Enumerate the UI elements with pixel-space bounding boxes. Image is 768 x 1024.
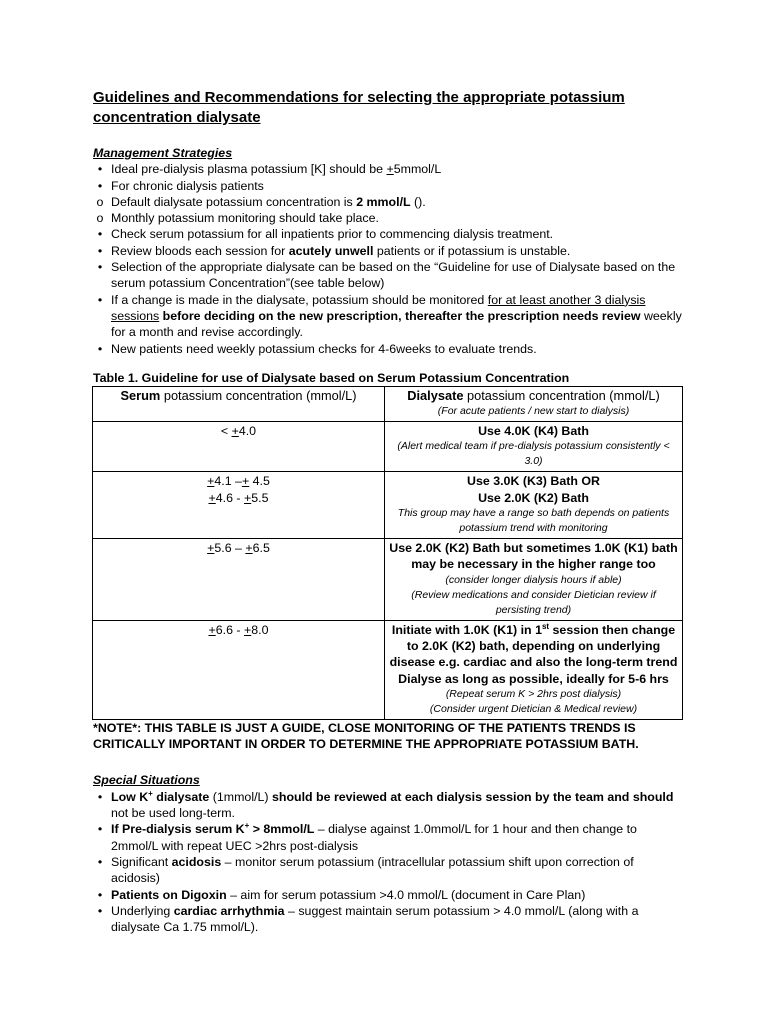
text-run: New patients need weekly potassium checks for 4-6weeks to evaluate trends. xyxy=(111,341,537,356)
text-run: + xyxy=(244,622,252,637)
text-run: 4.5 xyxy=(249,474,270,489)
text-run: 6.6 - xyxy=(215,622,244,637)
serum-range-line xyxy=(96,490,381,506)
serum-range-line xyxy=(96,540,381,556)
dialysate-instruction: Use 2.0K (K2) Bath but sometimes 1.0K (K1) bath may be necessary in the higher range too xyxy=(389,541,678,572)
dialysate-cell xyxy=(385,539,683,621)
ordinal-suffix: st xyxy=(541,621,550,631)
text-run: + xyxy=(244,821,250,831)
list-item xyxy=(93,178,683,194)
text-run: If a change is made in the dialysate, potassium should be monitored xyxy=(111,292,488,307)
serum-range-cell xyxy=(93,472,385,539)
text-run: 8.0 xyxy=(251,622,269,637)
text-run: Underlying xyxy=(111,903,174,918)
list-item xyxy=(93,243,683,259)
bullet-icon: • xyxy=(97,227,103,242)
text-run: Default dialysate potassium concentration is xyxy=(111,194,357,209)
document-page xyxy=(93,88,683,935)
list-item xyxy=(93,210,683,226)
table-row xyxy=(93,620,683,719)
text-run: Selection of the appropriate dialysate can be based on the “Guideline for use of Dialysate based on the serum potassium Concentration”(see table below) xyxy=(111,260,676,291)
text-run: + xyxy=(148,788,153,798)
header-dialysate: Dialysate potassium concentration (mmol/L) (For acute patients / new start to dialysis) xyxy=(385,387,683,422)
serum-range-cell xyxy=(93,539,385,621)
text-run: + xyxy=(207,474,215,489)
table-body xyxy=(93,422,683,720)
text-run: 5.5 xyxy=(251,490,269,505)
text-run: > 8mmol/L xyxy=(249,822,315,837)
text-run: cardiac arrhythmia xyxy=(173,903,285,918)
special-list xyxy=(93,789,683,936)
list-item xyxy=(93,887,683,903)
text-run: + xyxy=(208,622,216,637)
dialysate-instruction: Use 2.0K (K2) Bath xyxy=(478,490,589,505)
text-run: 4.6 - xyxy=(215,490,244,505)
text-run: dialysate xyxy=(152,789,210,804)
text-run: – monitor serum potassium (intracellular potassium shift upon correction of acidosis) xyxy=(111,854,634,886)
text-run: 6.5 xyxy=(252,541,270,556)
text-run: not be used long-term. xyxy=(111,806,235,821)
list-item xyxy=(93,854,683,887)
bullet-icon: • xyxy=(97,887,103,902)
text-run: + xyxy=(245,541,253,556)
bullet-icon: • xyxy=(97,260,103,275)
bullet-icon: • xyxy=(97,243,103,258)
serum-range-cell xyxy=(93,620,385,719)
text-run: + xyxy=(231,424,239,439)
text-run: Patients on Digoxin xyxy=(111,887,227,902)
serum-range-cell xyxy=(93,422,385,472)
text-run: (1mmol/L) xyxy=(209,789,272,804)
management-section xyxy=(93,145,683,357)
dialysate-cell xyxy=(385,472,683,539)
table-title: Table 1. Guideline for use of Dialysate based on Serum Potassium Concentration xyxy=(93,370,570,385)
dialysate-note: (Repeat serum K > 2hrs post dialysis) xyxy=(445,687,622,700)
dialysate-instruction: Use 4.0K (K4) Bath xyxy=(478,424,589,439)
serum-range-line xyxy=(96,622,381,638)
text-run: + xyxy=(207,541,215,556)
text-run: 4.1 – xyxy=(214,474,242,489)
text-run: patients or if potassium is unstable. xyxy=(373,243,571,258)
text-run: weekly for a month and revise accordingly. xyxy=(111,308,682,340)
text-run: acidosis xyxy=(171,854,222,869)
dialysate-note: (Alert medical team if pre-dialysis potassium consistently < 3.0) xyxy=(397,440,670,468)
text-run: – suggest maintain serum potassium > 4.0 mmol/L (along with a dialysate Ca 1.75 mmol/L). xyxy=(111,903,639,935)
list-item xyxy=(93,341,683,357)
bullet-icon: • xyxy=(97,162,103,177)
bullet-icon: • xyxy=(97,292,103,307)
header-serum: Serum potassium concentration (mmol/L) xyxy=(93,387,385,422)
special-section xyxy=(93,772,683,935)
dialysate-cell xyxy=(385,620,683,719)
text-run: for at least another 3 dialysis sessions xyxy=(111,292,646,323)
text-run: For chronic dialysis patients xyxy=(111,178,264,193)
bullet-icon: • xyxy=(97,178,103,193)
list-item xyxy=(93,821,683,854)
dialysate-instruction: Use 3.0K (K3) Bath OR xyxy=(467,474,600,489)
text-run: < xyxy=(220,424,232,439)
list-item xyxy=(93,259,683,292)
bullet-icon: • xyxy=(97,789,103,804)
list-item xyxy=(93,292,683,341)
dialysate-cell xyxy=(385,422,683,472)
serum-range-line xyxy=(96,473,381,489)
management-list xyxy=(93,161,683,357)
text-run: should be reviewed at each dialysis session by the team and should xyxy=(271,789,674,804)
management-heading: Management Strategies xyxy=(93,146,233,160)
text-run: acutely unwell xyxy=(288,243,374,258)
bullet-icon: • xyxy=(97,903,103,918)
table-note: *NOTE*: THIS TABLE IS JUST A GUIDE, CLOSE MONITORING OF THE PATIENTS TRENDS IS CRITICALLY IMPORTANT IN ORDER TO DETERMINE THE APPROPRIATE POTASSIUM BATH. xyxy=(93,720,639,752)
bullet-icon: • xyxy=(97,341,103,356)
circle-bullet-icon: o xyxy=(96,211,104,226)
text-run: + xyxy=(241,474,250,489)
text-run: before deciding on the new prescription, thereafter the prescription needs review xyxy=(159,308,641,323)
list-item xyxy=(93,161,683,177)
text-run: Significant xyxy=(111,854,172,869)
text-run: If Pre-dialysis serum K xyxy=(111,822,245,837)
header-dialysate-note: (For acute patients / new start to dialysis) xyxy=(437,405,630,418)
table-row xyxy=(93,472,683,539)
bullet-icon: • xyxy=(97,854,103,869)
text-run: Review bloods each session for xyxy=(111,243,289,258)
text-run: – dialyse against 1.0mmol/L for 1 hour and then change to 2mmol/L with repeat UEC >2hrs post-dialysis xyxy=(111,822,637,853)
list-item xyxy=(93,789,683,822)
bullet-icon: • xyxy=(97,822,103,837)
potassium-table xyxy=(92,386,683,720)
text-run: 4.0 xyxy=(238,424,257,439)
text-run: (). xyxy=(410,194,426,209)
text-run: + xyxy=(386,162,394,177)
table-header-row xyxy=(93,387,683,422)
dialysate-instruction: Initiate with 1.0K (K1) in 1st session then change to 2.0K (K2) bath, depending on underlying disease e.g. cardiac and also the long-term trend xyxy=(389,621,678,670)
circle-bullet-icon: o xyxy=(96,194,104,209)
list-item xyxy=(93,226,683,242)
dialysate-instruction: Dialyse as long as possible, ideally for 5-6 hrs xyxy=(398,671,669,686)
serum-range-line xyxy=(96,423,381,439)
list-item xyxy=(93,903,683,936)
dialysate-note: (Consider urgent Dietician & Medical review) xyxy=(429,702,638,715)
document-title: Guidelines and Recommendations for selecting the appropriate potassium concentration dialysate xyxy=(93,89,625,126)
dialysate-note: This group may have a range so bath depends on patients potassium trend with monitoring xyxy=(397,507,670,535)
text-run: + xyxy=(244,490,252,505)
text-run: Check serum potassium for all inpatients prior to commencing dialysis treatment. xyxy=(111,227,554,242)
text-run: Monthly potassium monitoring should take place. xyxy=(111,211,379,226)
table-row xyxy=(93,539,683,621)
text-run: 5.6 – xyxy=(214,541,246,556)
text-run: – aim for serum potassium >4.0 mmol/L (document in Care Plan) xyxy=(226,887,586,902)
dialysate-note: (consider longer dialysis hours if able) xyxy=(445,573,622,586)
special-heading: Special Situations xyxy=(93,773,200,788)
list-item xyxy=(93,194,683,210)
table-row xyxy=(93,422,683,472)
text-run: + xyxy=(208,490,216,505)
dialysate-note: (Review medications and consider Dietician review if persisting trend) xyxy=(411,588,656,616)
text-run: 5mmol/L xyxy=(393,162,442,177)
text-run: Ideal pre-dialysis plasma potassium [K] should be xyxy=(111,162,387,177)
text-run: 2 mmol/L xyxy=(356,194,411,209)
text-run: Low K xyxy=(111,789,149,804)
